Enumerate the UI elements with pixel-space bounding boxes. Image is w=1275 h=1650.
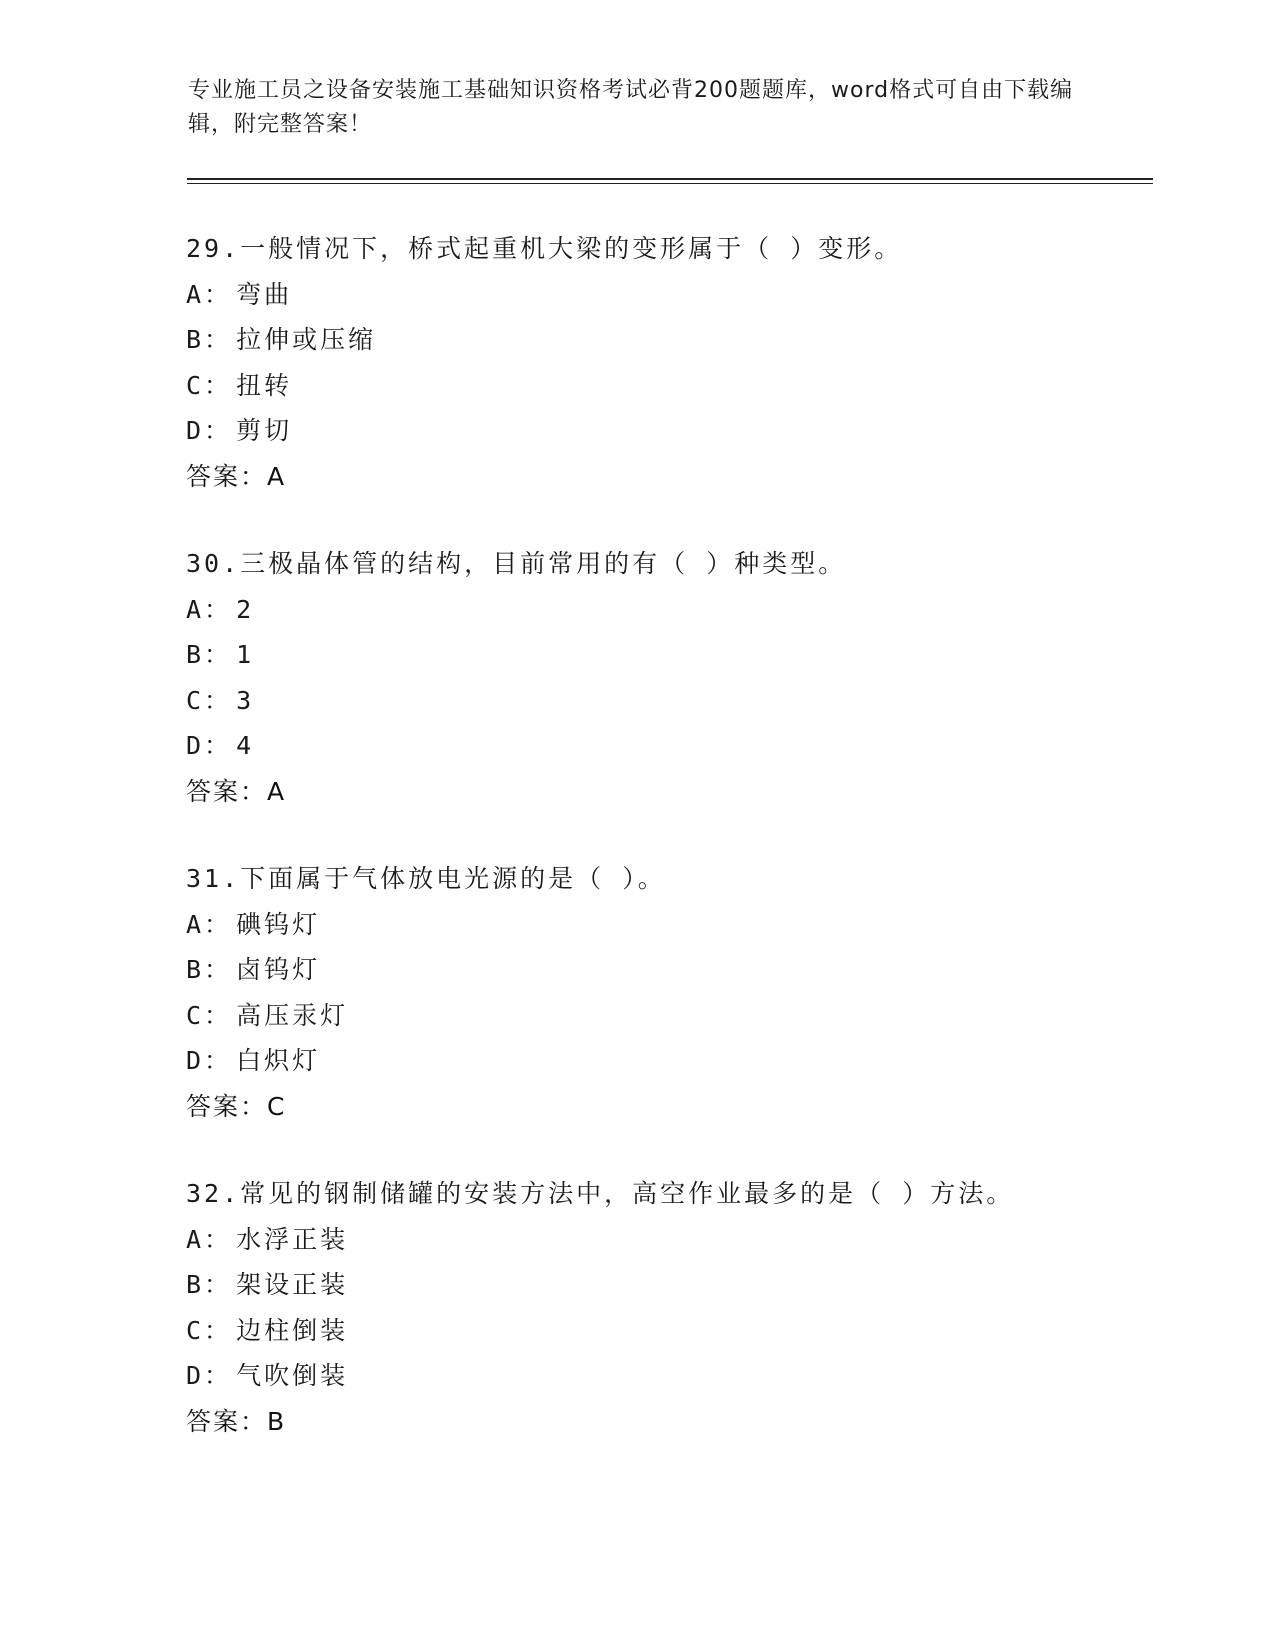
option-text: 架设正装 [236,1270,349,1299]
option-c [186,363,1186,409]
option-c [186,993,1186,1039]
option-text: 扭转 [236,370,293,400]
question-29 [186,226,1186,499]
option-a [186,587,1186,633]
option-d [186,1353,1186,1399]
option-b [186,317,1186,363]
option-letter: B： [186,1270,233,1299]
answer-line: 答案：B [186,1406,287,1436]
option-text: 弯曲 [236,279,293,309]
option-letter: A： [186,594,233,624]
option-text: 卤钨灯 [236,955,321,984]
option-text: 水浮正装 [236,1224,349,1254]
option-b [186,947,1186,993]
question-32 [186,1171,1186,1444]
option-text: 4 [236,731,255,760]
option-text: 3 [236,685,255,715]
option-letter: C： [186,1315,233,1345]
option-d [186,723,1186,769]
option-letter: B： [186,955,233,984]
option-text: 边柱倒装 [236,1315,349,1345]
document-header: 专业施工员之设备安装施工基础知识资格考试必背200题题库，word格式可自由下载编辑，附完整答案！ [188,78,1074,137]
answer-line: 答案：C [186,1091,287,1121]
option-d [186,1038,1186,1084]
option-text: 高压汞灯 [236,1000,349,1030]
option-letter: D： [186,1046,233,1075]
option-c [186,678,1186,724]
option-letter: C： [186,370,233,400]
option-b [186,632,1186,678]
option-a [186,272,1186,318]
option-text: 1 [236,640,255,669]
answer-line: 答案：A [186,776,287,806]
option-text: 2 [236,594,255,624]
option-letter: A： [186,1224,233,1254]
option-text: 白炽灯 [236,1046,321,1075]
question-stem: 29.一般情况下，桥式起重机大梁的变形属于（ ）变形。 [186,234,903,263]
question-30 [186,541,1186,814]
question-31 [186,856,1186,1129]
question-stem: 30.三极晶体管的结构，目前常用的有（ ）种类型。 [186,549,847,578]
question-stem: 32.常见的钢制储罐的安装方法中，高空作业最多的是（ ）方法。 [186,1179,1015,1208]
option-c [186,1308,1186,1354]
option-a [186,1217,1186,1263]
option-text: 气吹倒装 [236,1361,349,1390]
option-text: 拉伸或压缩 [236,325,377,354]
option-letter: A： [186,909,233,939]
option-b [186,1262,1186,1308]
option-d [186,408,1186,454]
option-a [186,902,1186,948]
option-letter: D： [186,416,233,445]
option-text: 碘钨灯 [236,909,321,939]
option-letter: B： [186,640,233,669]
option-letter: B： [186,325,233,354]
option-letter: C： [186,685,233,715]
option-text: 剪切 [236,416,293,445]
question-stem: 31.下面属于气体放电光源的是（ ）。 [186,864,666,893]
answer-line: 答案：A [186,461,287,491]
option-letter: A： [186,279,233,309]
option-letter: D： [186,731,233,760]
option-letter: C： [186,1000,233,1030]
header-double-rule [187,178,1153,184]
option-letter: D： [186,1361,233,1390]
